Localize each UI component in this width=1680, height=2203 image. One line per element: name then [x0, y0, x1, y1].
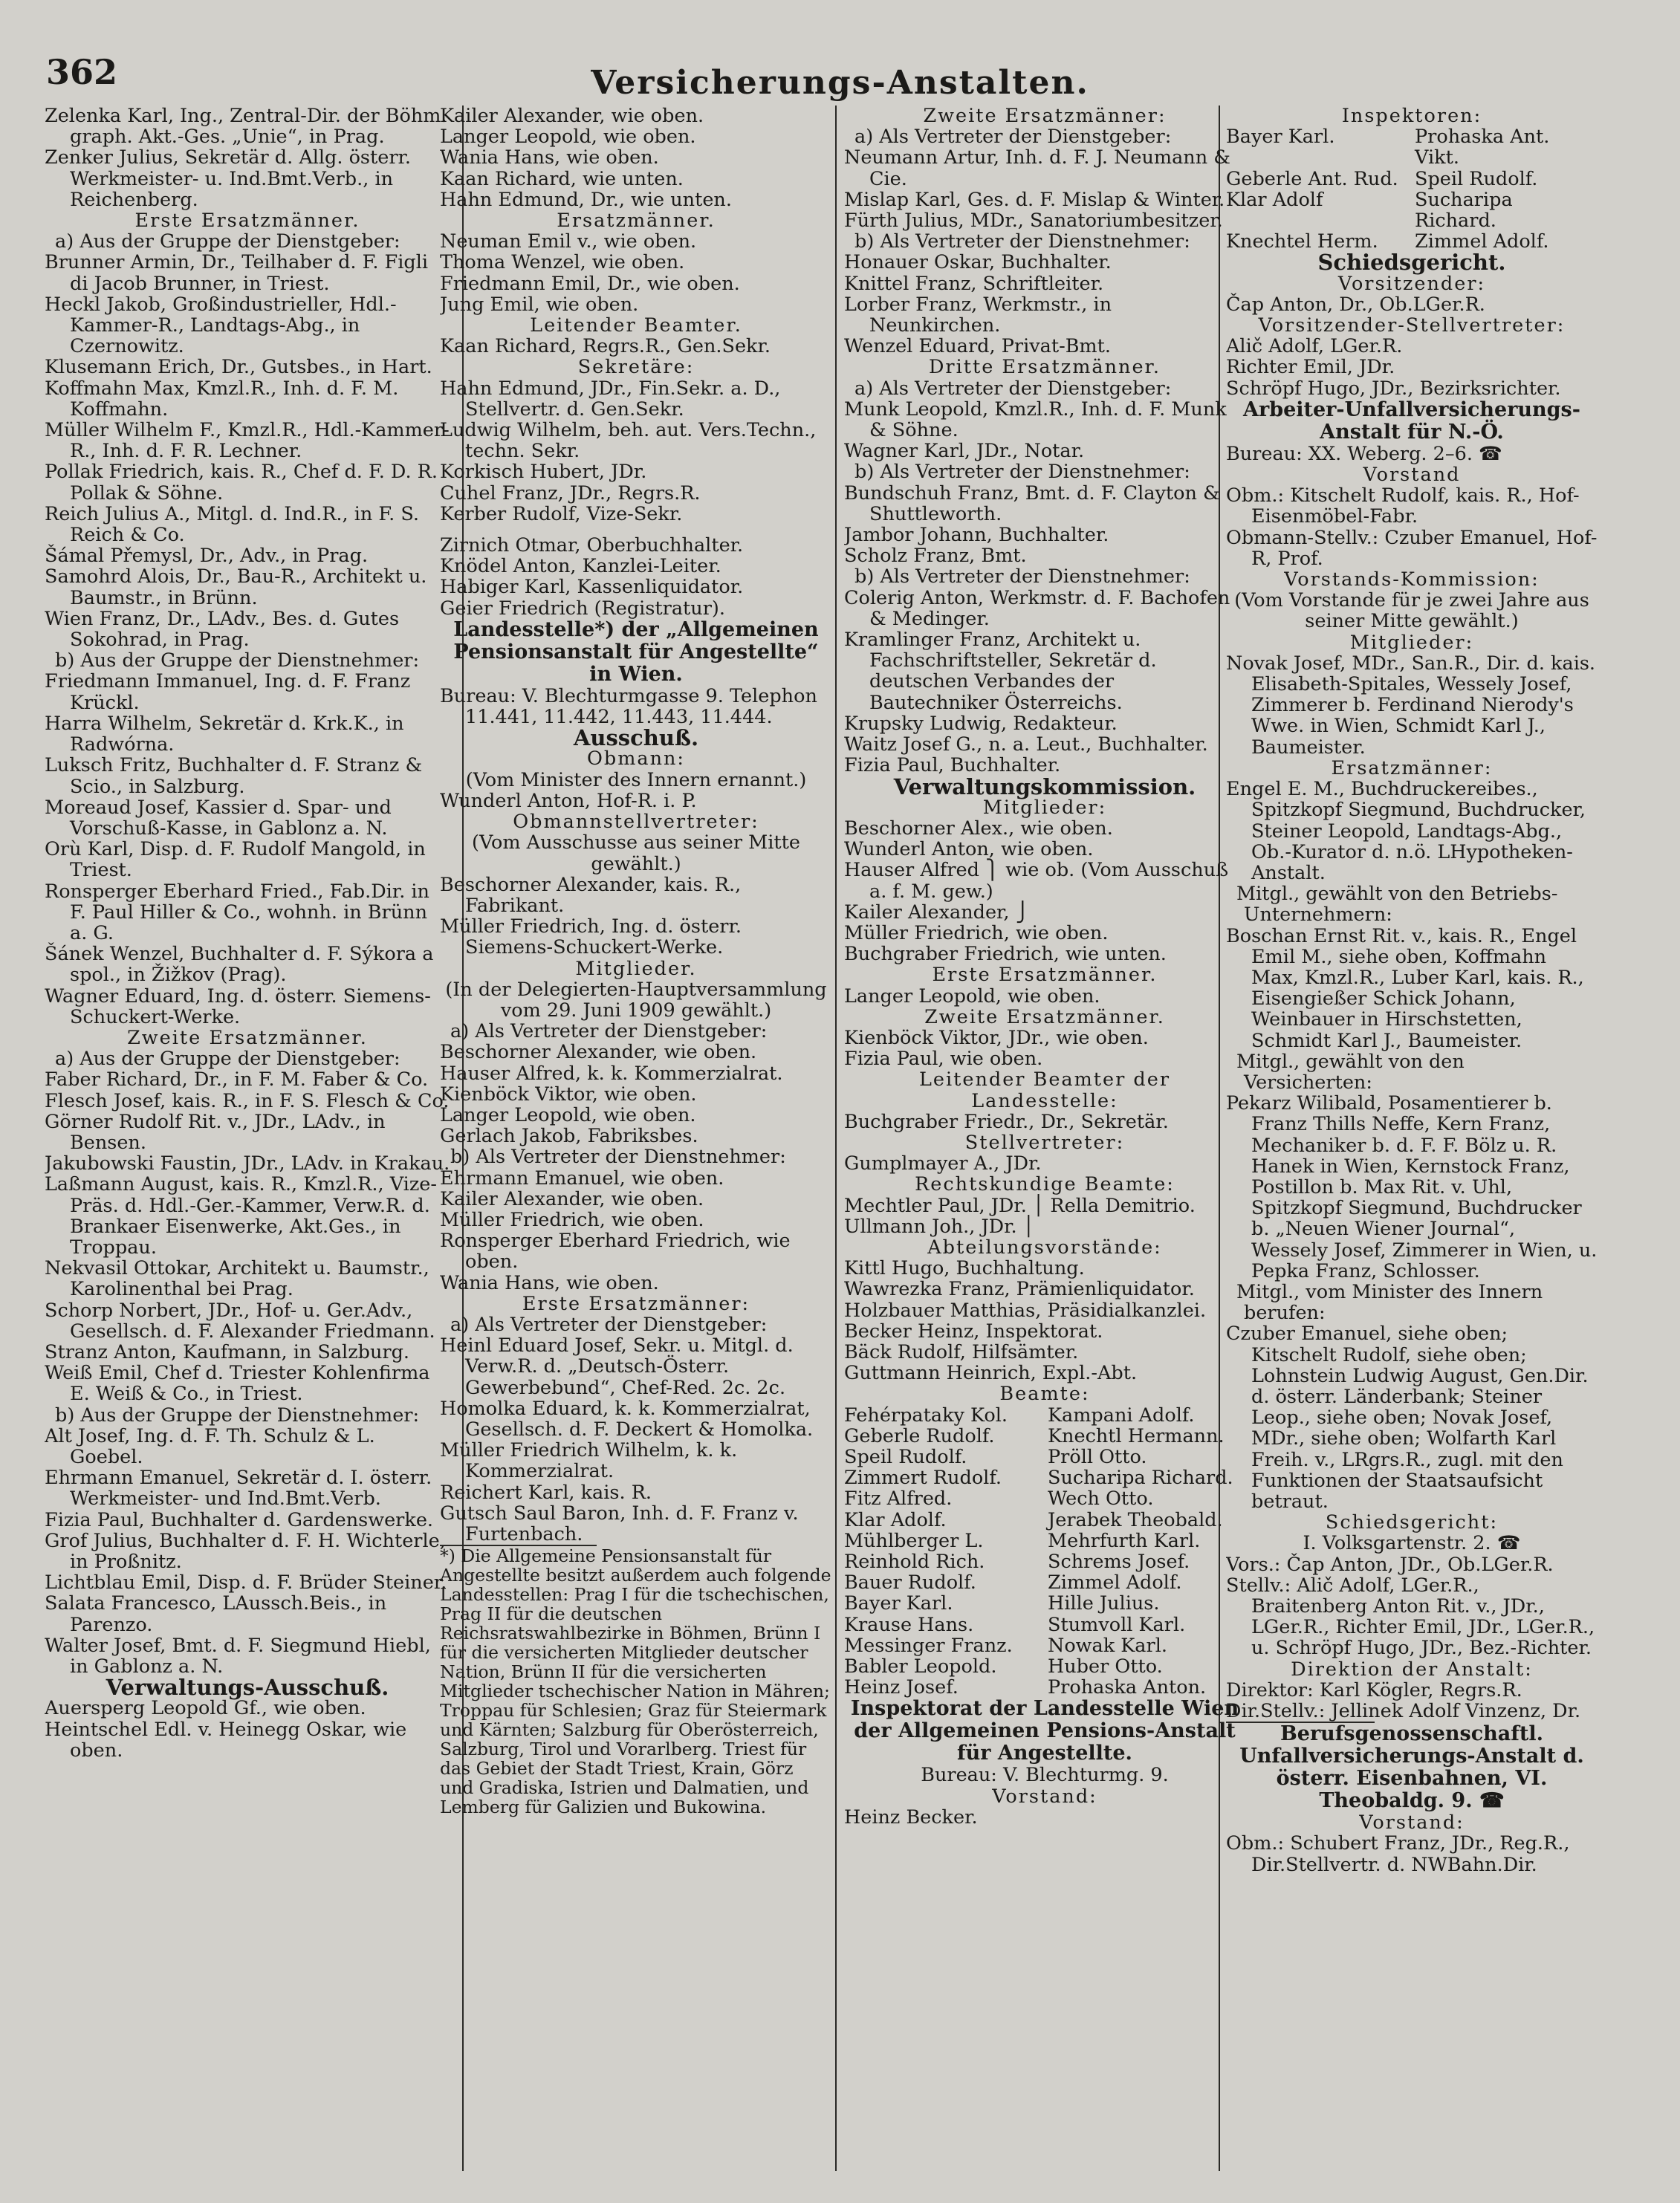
- section-heading: Inspektoren:: [1341, 106, 1482, 127]
- entry: Waitz Josef G., n. a. Leut., Buchhalter.: [844, 733, 1208, 756]
- note: (Vom Vorstande für je zwei Jahre aus seiner Mitte gewählt.): [1234, 589, 1589, 633]
- note: (In der Delegierten-Hauptversammlung vom 29. Juni 1909 gewählt.): [445, 978, 827, 1022]
- spacer: [440, 525, 832, 535]
- entry: Wien Franz, Dr., LAdv., Bes. d. Gutes Sokohrad, in Prag.: [45, 607, 400, 652]
- entry: Kaan Richard, wie unten.: [440, 167, 684, 190]
- entry: Czuber Emanuel, siehe oben; Kitschelt Rudolf, siehe oben; Lohnstein Ludwig August, Gen.Dir. d. österr. Länderbank; Steiner Leop., siehe oben; Novak Josef, MDr., siehe oben; Wolfarth Karl Freih. v., LRgrs.R., zugl. mit den Funktionen der Staatsaufsicht betraut.: [1226, 1323, 1589, 1513]
- entry: Knittel Franz, Schriftleiter.: [844, 272, 1104, 295]
- name-cell: Knechtel Herm.: [1226, 230, 1378, 253]
- column-2: [440, 106, 832, 2178]
- name-cell: Hille Julius.: [1048, 1592, 1160, 1615]
- entry: Beschorner Alexander, wie oben.: [440, 1041, 757, 1064]
- subsection-heading: a) Als Vertreter der Dienstgeber:: [854, 126, 1172, 149]
- section-heading: Vorstands-Kommission:: [1284, 568, 1540, 591]
- name-cell: Klar Adolf.: [844, 1508, 947, 1531]
- name-cell: Huber Otto.: [1048, 1655, 1163, 1678]
- entry: Orù Karl, Disp. d. F. Rudolf Mangold, in Triest.: [45, 838, 426, 882]
- name-cell: Geberle Ant. Rud.: [1226, 167, 1398, 190]
- name-cell: Bayer Karl.: [1226, 126, 1335, 149]
- entry: Görner Rudolf Rit. v., JDr., LAdv., in Bensen.: [45, 1110, 386, 1154]
- entry: Stranz Anton, Kaufmann, in Salzburg.: [45, 1340, 410, 1363]
- name-cell: Heinz Josef.: [844, 1676, 959, 1699]
- entry: Ronsperger Eberhard Fried., Fab.Dir. in F. Paul Hiller & Co., wohnh. in Brünn a. G.: [45, 880, 429, 944]
- section-heading: Vorstand: [1363, 464, 1461, 487]
- entry: Fizia Paul, wie oben.: [844, 1048, 1043, 1071]
- entry: Holzbauer Matthias, Präsidialkanzlei.: [844, 1299, 1207, 1322]
- column-1: [45, 106, 450, 2178]
- name-cell: Pröll Otto.: [1048, 1446, 1147, 1468]
- entry: Jung Emil, wie oben.: [440, 293, 639, 316]
- name-cell: Sucharipa Richard.: [1415, 188, 1513, 233]
- entry: Heinl Eduard Josef, Sekr. u. Mitgl. d. Verw.R. d. „Deutsch-Österr. Gewerbebund“, Chef-Red. 2c. 2c.: [440, 1334, 794, 1399]
- entry: Wunderl Anton, Hof-R. i. P.: [440, 789, 697, 812]
- name-cell: Mühlberger L.: [844, 1529, 984, 1552]
- entry: Reichert Karl, kais. R.: [440, 1481, 652, 1504]
- section-heading: Erste Ersatzmänner.: [134, 210, 360, 233]
- entry: Ullmann Joh., JDr. │: [844, 1215, 1035, 1238]
- entry: Wenzel Eduard, Privat-Bmt.: [844, 335, 1111, 358]
- entry: Šánek Wenzel, Buchhalter d. F. Sýkora a spol., in Žižkov (Prag).: [45, 943, 434, 987]
- subsection-heading: b) Als Vertreter der Dienstnehmer:: [854, 565, 1190, 588]
- entry: Heintschel Edl. v. Heinegg Oskar, wie oben.: [45, 1718, 407, 1762]
- section-heading: Ersatzmänner.: [557, 210, 716, 233]
- entry: Reich Julius A., Mitgl. d. Ind.R., in F. S. Reich & Co.: [45, 502, 420, 547]
- entry: Kailer Alexander, wie oben.: [440, 106, 704, 127]
- entry: Hauser Alfred, k. k. Kommerzialrat.: [440, 1062, 783, 1085]
- entry: Alt Josef, Ing. d. F. Th. Schulz & L. Goebel.: [45, 1424, 375, 1468]
- entry: Heckl Jakob, Großindustrieller, Hdl.-Kammer-R., Landtags-Abg., in Czernowitz.: [45, 293, 397, 358]
- name-cell: Fitz Alfred.: [844, 1487, 953, 1511]
- section-title: Verwaltungskommission.: [893, 773, 1196, 799]
- subsection-heading: a) Als Vertreter der Dienstgeber:: [854, 377, 1172, 400]
- entry: Luksch Fritz, Buchhalter d. F. Stranz & Scio., in Salzburg.: [45, 754, 423, 798]
- entry: Ehrmann Emanuel, Sekretär d. I. österr. Werkmeister- und Ind.Bmt.Verb.: [45, 1467, 432, 1511]
- name-cell: Speil Rudolf.: [1415, 167, 1538, 190]
- subsection-heading: b) Als Vertreter der Dienstnehmer:: [854, 461, 1190, 484]
- entry: Richter Emil, JDr.: [1226, 356, 1395, 379]
- entry: Kienböck Viktor, wie oben.: [440, 1083, 697, 1106]
- entry: Obm.: Kitschelt Rudolf, kais. R., Hof-Eisenmöbel-Fabr.: [1226, 484, 1580, 528]
- section-heading: Stellvertreter:: [964, 1131, 1125, 1154]
- entry: Neuman Emil v., wie oben.: [440, 230, 697, 253]
- entry: Zelenka Karl, Ing., Zentral-Dir. der Böhm. graph. Akt.-Ges. „Unie“, in Prag.: [45, 106, 447, 149]
- entry: Nekvasil Ottokar, Architekt u. Baumstr., Karolinenthal bei Prag.: [45, 1257, 429, 1301]
- name-cell: Prohaska Ant. Vikt.: [1415, 126, 1550, 169]
- name-cell: Reinhold Rich.: [844, 1551, 985, 1574]
- entry: Wania Hans, wie oben.: [440, 1271, 659, 1294]
- entry: Honauer Oskar, Buchhalter.: [844, 251, 1112, 274]
- entry: Gumplmayer A., JDr.: [844, 1152, 1042, 1175]
- name-cell: Speil Rudolf.: [844, 1446, 967, 1468]
- section-heading: Vorsitzender-Stellvertreter:: [1258, 314, 1566, 337]
- entry: Gutsch Saul Baron, Inh. d. F. Franz v. Furtenbach.: [440, 1502, 799, 1545]
- name-cell: Zimmel Adolf.: [1048, 1571, 1182, 1594]
- entry: Fürth Julius, MDr., Sanatoriumbesitzer.: [844, 210, 1223, 233]
- section-heading: Vorstand:: [1359, 1811, 1465, 1834]
- entry: Boschan Ernst Rit. v., kais. R., Engel Emil M., siehe oben, Koffmahn Max, Kmzl.R., Luber Karl, kais. R., Eisengießer Schick Johann, Weinbauer in Hirschstetten, Schmidt Karl J., Baumeister.: [1226, 924, 1584, 1052]
- name-cell: Krause Hans.: [844, 1613, 974, 1636]
- entry: Kramlinger Franz, Architekt u. Fachschriftsteller, Sekretär d. deutschen Verbandes der Bautechniker Österreichs.: [844, 629, 1157, 714]
- note: (Vom Ausschusse aus seiner Mitte gewählt.): [472, 831, 800, 875]
- entry: Heinz Becker.: [844, 1805, 978, 1829]
- section-heading: Leitender Beamter.: [530, 314, 742, 337]
- entry: Kailer Alexander, wie oben.: [440, 1187, 704, 1210]
- section-heading: Vorstand:: [992, 1785, 1097, 1808]
- note: I. Volksgartenstr. 2. ☎: [1303, 1532, 1521, 1555]
- name-cell: Prohaska Anton.: [1048, 1676, 1207, 1699]
- entry: Direktor: Karl Kögler, Regrs.R.: [1226, 1678, 1522, 1701]
- column-rule: [835, 106, 837, 2171]
- section-heading: Dritte Ersatzmänner.: [928, 356, 1161, 379]
- entry: Fizia Paul, Buchhalter.: [844, 754, 1061, 777]
- entry: Moreaud Josef, Kassier d. Spar- und Vorschuß-Kasse, in Gablonz a. N.: [45, 796, 392, 840]
- section-title: Schiedsgericht.: [1317, 250, 1506, 276]
- entry: Wawrezka Franz, Prämienliquidator.: [844, 1278, 1195, 1301]
- entry: Hauser Alfred ⎫ wie ob. (Vom Ausschuß a. f. M. gew.): [844, 859, 1229, 903]
- entry: Wania Hans, wie oben.: [440, 146, 659, 169]
- entry: Harra Wilhelm, Sekretär d. Krk.K., in Radwórna.: [45, 712, 404, 756]
- entry: Kaan Richard, Regrs.R., Gen.Sekr.: [440, 335, 771, 358]
- name-cell: Schrems Josef.: [1048, 1551, 1190, 1574]
- entry: Korkisch Hubert, JDr.: [440, 461, 647, 484]
- entry: Gerlach Jakob, Fabriksbes.: [440, 1125, 698, 1148]
- entry: Mechtler Paul, JDr. │ Rella Demitrio.: [844, 1194, 1196, 1217]
- name-cell: Fehérpataky Kol.: [844, 1404, 1008, 1427]
- entry: Langer Leopold, wie oben.: [440, 126, 696, 149]
- column-4: [1226, 106, 1598, 2178]
- entry: Weiß Emil, Chef d. Triester Kohlenfirma E. Weiß & Co., in Triest.: [45, 1362, 430, 1406]
- entry: Samohrd Alois, Dr., Bau-R., Architekt u. Baumstr., in Brünn.: [45, 565, 427, 609]
- subsection-heading: Mitgl., gewählt von den Versicherten:: [1236, 1050, 1465, 1094]
- entry: Ronsperger Eberhard Friedrich, wie oben.: [440, 1230, 791, 1274]
- footnote: *) Die Allgemeine Pensionsanstalt für Angestellte besitzt außerdem auch folgende Landesstellen: Prag I für die tschechischen, Prag II für die deutschen Reichsratswahlbezirke in Böhmen, Brünn I für die versicherten Mitglieder deutscher Nation, Brünn II für die versicherten Mitglieder tschechischer Nation in Mähren; Troppau für Schlesien; Graz für Steiermark und Kärnten; Salzburg für Oberösterreich, Salzburg, Tirol und Vorarlberg. Triest für das Gebiet der Stadt Triest, Krain, Görz und Gradiska, Istrien und Dalmatien, und Lemberg für Galizien und Bukowina.: [440, 1545, 831, 1818]
- section-heading: Beamte:: [999, 1383, 1090, 1406]
- name-cell: Zimmel Adolf.: [1415, 230, 1549, 253]
- entry: Munk Leopold, Kmzl.R., Inh. d. F. Munk & Söhne.: [844, 398, 1227, 442]
- section-heading: Mitglieder:: [982, 796, 1107, 819]
- entry: Mislap Karl, Ges. d. F. Mislap & Winter.: [844, 188, 1225, 211]
- subsection-heading: Mitgl., gewählt von den Betriebs-Unternehmern:: [1236, 883, 1558, 927]
- entry: Becker Heinz, Inspektorat.: [844, 1320, 1103, 1343]
- entry: Walter Josef, Bmt. d. F. Siegmund Hiebl, in Gablonz a. N.: [45, 1634, 431, 1678]
- section-heading: Vorsitzender:: [1337, 272, 1486, 295]
- staff-list: [844, 1405, 1245, 1699]
- institution-title: Berufsgenossenschaftl. Unfallversicherungs-Anstalt d. österr. Eisenbahnen, VI. Theobaldg. 9. ☎: [1239, 1722, 1584, 1813]
- entry: Müller Wilhelm F., Kmzl.R., Hdl.-Kammer-R., Inh. d. F. R. Lechner.: [45, 419, 450, 463]
- entry: Beschorner Alex., wie oben.: [844, 817, 1113, 840]
- entry: Kailer Alexander, ⎭: [844, 901, 1030, 924]
- inspector-list: [1226, 126, 1598, 252]
- section-heading: Leitender Beamter der Landesstelle:: [918, 1068, 1171, 1112]
- section-heading: Sekretäre:: [577, 356, 695, 379]
- entry: Beschorner Alexander, kais. R., Fabrikant.: [440, 873, 742, 917]
- entry: Zirnich Otmar, Oberbuchhalter.: [440, 534, 744, 557]
- entry: Krupsky Ludwig, Redakteur.: [844, 712, 1118, 735]
- entry: Čap Anton, Dr., Ob.LGer.R.: [1226, 293, 1485, 316]
- entry: Friedmann Immanuel, Ing. d. F. Franz Krückl.: [45, 670, 411, 714]
- entry: Knödel Anton, Kanzlei-Leiter.: [440, 555, 721, 578]
- name-cell: Mehrfurth Karl.: [1048, 1529, 1201, 1552]
- name-cell: Babler Leopold.: [844, 1655, 997, 1678]
- address-line: Bureau: XX. Weberg. 2–6. ☎: [1226, 442, 1502, 465]
- name-cell: Jerabek Theobald.: [1048, 1508, 1223, 1531]
- entry: Müller Friedrich Wilhelm, k. k. Kommerzialrat.: [440, 1439, 738, 1483]
- entry: Laßmann August, kais. R., Kmzl.R., Vize-Präs. d. Hdl.-Ger.-Kammer, Verw.R. d. Brankaer Eisenwerke, Akt.Ges., in Troppau.: [45, 1173, 437, 1259]
- name-cell: Stumvoll Karl.: [1048, 1613, 1186, 1636]
- entry: Wagner Eduard, Ing. d. österr. Siemens-Schuckert-Werke.: [45, 984, 431, 1028]
- subsection-heading: a) Als Vertreter der Dienstgeber:: [450, 1020, 768, 1043]
- section-heading: Zweite Ersatzmänner.: [127, 1026, 368, 1049]
- entry: Müller Friedrich, wie oben.: [844, 921, 1109, 944]
- subsection-heading: b) Aus der Gruppe der Dienstnehmer:: [55, 1404, 420, 1427]
- entry: Vors.: Čap Anton, JDr., Ob.LGer.R.: [1226, 1553, 1554, 1576]
- note: Bureau: V. Blechturmg. 9.: [921, 1764, 1169, 1787]
- entry: Jambor Johann, Buchhalter.: [844, 524, 1109, 547]
- name-cell: Kampani Adolf.: [1048, 1404, 1195, 1427]
- entry: Buchgraber Friedrich, wie unten.: [844, 943, 1167, 966]
- institution-title: Landesstelle*) der „Allgemeinen Pensionsanstalt für Angestellte“ in Wien.: [453, 617, 819, 686]
- entry: Brunner Armin, Dr., Teilhaber d. F. Figli di Jacob Brunner, in Triest.: [45, 251, 429, 295]
- entry: Habiger Karl, Kassenliquidator.: [440, 576, 744, 599]
- entry: Pekarz Wilibald, Posamentierer b. Franz Thills Neffe, Kern Franz, Mechaniker b. d. F. F. Bölz u. R. Hanek in Wien, Kernstock Franz, Postillon b. Max Rit. v. Uhl, Spitzkopf Siegmund, Buchdrucker b. „Neuen Wiener Journal“, Wessely Josef, Zimmerer in Wien, u. Pepka Franz, Schlosser.: [1226, 1092, 1598, 1282]
- institution-title: Arbeiter-Unfallversicherungs-Anstalt für N.-Ö.: [1243, 398, 1580, 444]
- address-line: Bureau: V. Blechturmgasse 9. Telephon 11.441, 11.442, 11.443, 11.444.: [440, 684, 817, 729]
- section-title: Verwaltungs-Ausschuß.: [106, 1675, 389, 1701]
- section-heading: Obmannstellvertreter:: [513, 811, 759, 834]
- page-number: 362: [46, 52, 118, 92]
- entry: Obm.: Schubert Franz, JDr., Reg.R., Dir.Stellvertr. d. NWBahn.Dir.: [1226, 1832, 1570, 1876]
- section-heading: Zweite Ersatzmänner:: [923, 106, 1167, 127]
- subsection-heading: Mitgl., vom Minister des Innern berufen:: [1236, 1280, 1543, 1325]
- name-cell: Wech Otto.: [1048, 1487, 1154, 1511]
- section-heading: Zweite Ersatzmänner.: [924, 1005, 1165, 1028]
- name-cell: Sucharipa Richard.: [1048, 1467, 1233, 1490]
- entry: Engel E. M., Buchdruckereibes., Spitzkopf Siegmund, Buchdrucker, Steiner Leopold, Landtags-Abg., Ob.-Kurator d. n.ö. LHypotheken-Anstalt.: [1226, 778, 1586, 884]
- section-heading: Erste Ersatzmänner.: [932, 964, 1158, 987]
- entry: Flesch Josef, kais. R., in F. S. Flesch & Co.: [45, 1089, 450, 1112]
- entry: Hahn Edmund, Dr., wie unten.: [440, 188, 732, 211]
- entry: Auersperg Leopold Gf., wie oben.: [45, 1697, 366, 1720]
- entry: Stellv.: Alič Adolf, LGer.R., Braitenberg Anton Rit. v., JDr., LGer.R., Richter Emil, JDr., LGer.R., u. Schröpf Hugo, JDr., Bez.-Richter.: [1226, 1574, 1595, 1660]
- entry: Koffmahn Max, Kmzl.R., Inh. d. F. M. Koffmahn.: [45, 377, 399, 421]
- name-cell: Messinger Franz.: [844, 1634, 1013, 1657]
- entry: Kerber Rudolf, Vize-Sekr.: [440, 502, 683, 525]
- entry: Buchgraber Friedr., Dr., Sekretär.: [844, 1110, 1169, 1133]
- entry: Guttmann Heinrich, Expl.-Abt.: [844, 1362, 1138, 1385]
- subsection-heading: a) Als Vertreter der Dienstgeber:: [450, 1313, 768, 1336]
- entry: Lichtblau Emil, Disp. d. F. Brüder Steiner.: [45, 1571, 447, 1594]
- entry: Scholz Franz, Bmt.: [844, 545, 1027, 568]
- section-title: Ausschuß.: [573, 725, 699, 751]
- entry: Wunderl Anton, wie oben.: [844, 838, 1094, 861]
- column-3: [844, 106, 1245, 2178]
- running-head: Versicherungs-Anstalten.: [591, 64, 1089, 102]
- entry: Ludwig Wilhelm, beh. aut. Vers.Techn., techn. Sekr.: [440, 419, 817, 463]
- entry: Cuhel Franz, JDr., Regrs.R.: [440, 481, 701, 504]
- subsection-heading: a) Aus der Gruppe der Dienstgeber:: [55, 1048, 400, 1071]
- entry: Lorber Franz, Werkmstr., in Neunkirchen.: [844, 293, 1112, 337]
- entry: Müller Friedrich, wie oben.: [440, 1208, 704, 1231]
- entry: Jakubowski Faustin, JDr., LAdv. in Krakau.: [45, 1152, 450, 1175]
- name-cell: Bayer Karl.: [844, 1592, 953, 1615]
- entry: Dir.Stellv.: Jellinek Adolf Vinzenz, Dr.: [1226, 1700, 1581, 1723]
- entry: Pollak Friedrich, kais. R., Chef d. F. D. R. Pollak & Söhne.: [45, 461, 438, 504]
- name-cell: Zimmert Rudolf.: [844, 1467, 1002, 1490]
- subsection-heading: a) Aus der Gruppe der Dienstgeber:: [55, 230, 400, 253]
- entry: Langer Leopold, wie oben.: [440, 1103, 696, 1126]
- subsection-heading: b) Aus der Gruppe der Dienstnehmer:: [55, 649, 420, 672]
- section-heading: Erste Ersatzmänner:: [522, 1292, 750, 1315]
- entry: Alič Adolf, LGer.R.: [1226, 335, 1403, 358]
- name-cell: Klar Adolf: [1226, 188, 1323, 211]
- entry: Hahn Edmund, JDr., Fin.Sekr. a. D., Stellvertr. d. Gen.Sekr.: [440, 377, 781, 421]
- name-cell: Nowak Karl.: [1048, 1634, 1167, 1657]
- entry: Fizia Paul, Buchhalter d. Gardenswerke.: [45, 1508, 434, 1531]
- entry: Wagner Karl, JDr., Notar.: [844, 440, 1085, 463]
- entry: Novak Josef, MDr., San.R., Dir. d. kais. Elisabeth-Spitales, Wessely Josef, Zimmerer b. Ferdinand Nierody's Wwe. in Wien, Schmidt Karl J., Baumeister.: [1226, 652, 1596, 759]
- section-heading: Direktion der Anstalt:: [1291, 1658, 1533, 1681]
- entry: Friedmann Emil, Dr., wie oben.: [440, 272, 740, 295]
- name-cell: Bauer Rudolf.: [844, 1571, 976, 1594]
- entry: Obmann-Stellv.: Czuber Emanuel, Hof-R, Prof.: [1226, 526, 1598, 570]
- entry: Šámal Přemysl, Dr., Adv., in Prag.: [45, 545, 369, 568]
- section-heading: Mitglieder:: [1349, 631, 1474, 654]
- section-heading: Mitglieder.: [575, 957, 697, 980]
- entry: Schröpf Hugo, JDr., Bezirksrichter.: [1226, 377, 1561, 400]
- entry: Klusemann Erich, Dr., Gutsbes., in Hart.: [45, 356, 432, 379]
- name-cell: Geberle Rudolf.: [844, 1424, 995, 1447]
- entry: Neumann Artur, Inh. d. F. J. Neumann & Cie.: [844, 146, 1230, 190]
- entry: Grof Julius, Buchhalter d. F. H. Wichterle, in Proßnitz.: [45, 1529, 446, 1574]
- entry: Thoma Wenzel, wie oben.: [440, 251, 685, 274]
- entry: Schorp Norbert, JDr., Hof- u. Ger.Adv., Gesellsch. d. F. Alexander Friedmann.: [45, 1299, 435, 1343]
- entry: Müller Friedrich, Ing. d. österr. Siemens-Schuckert-Werke.: [440, 915, 742, 959]
- note: (Vom Minister des Innern ernannt.): [465, 768, 807, 791]
- entry: Geier Friedrich (Registratur).: [440, 597, 725, 620]
- entry: Kienböck Viktor, JDr., wie oben.: [844, 1026, 1149, 1049]
- entry: Colerig Anton, Werkmstr. d. F. Bachofen & Medinger.: [844, 586, 1230, 630]
- entry: Bundschuh Franz, Bmt. d. F. Clayton & Shuttleworth.: [844, 481, 1220, 525]
- entry: Faber Richard, Dr., in F. M. Faber & Co.: [45, 1068, 429, 1091]
- entry: Langer Leopold, wie oben.: [844, 984, 1100, 1008]
- entry: Kittl Hugo, Buchhaltung.: [844, 1257, 1085, 1280]
- entry: Homolka Eduard, k. k. Kommerzialrat, Gesellsch. d. F. Deckert & Homolka.: [440, 1397, 814, 1441]
- section-heading: Obmann:: [586, 747, 686, 770]
- entry: Ehrmann Emanuel, wie oben.: [440, 1167, 724, 1190]
- entry: Bäck Rudolf, Hilfsämter.: [844, 1340, 1079, 1363]
- section-heading: Rechtskundige Beamte:: [915, 1173, 1175, 1196]
- subsection-heading: b) Als Vertreter der Dienstnehmer:: [450, 1146, 786, 1169]
- name-cell: Knechtl Hermann.: [1048, 1424, 1225, 1447]
- section-heading: Schiedsgericht:: [1325, 1511, 1499, 1534]
- entry: Salata Francesco, LAussch.Beis., in Parenzo.: [45, 1592, 387, 1636]
- section-heading: Ersatzmänner:: [1331, 756, 1493, 779]
- entry: Zenker Julius, Sekretär d. Allg. österr. Werkmeister- u. Ind.Bmt.Verb., in Reichenberg.: [45, 146, 412, 211]
- institution-title: Inspektorat der Landesstelle Wien der Allgemeinen Pensions-Anstalt für Angestellte.: [850, 1697, 1239, 1765]
- subsection-heading: b) Als Vertreter der Dienstnehmer:: [854, 230, 1190, 253]
- section-heading: Abteilungsvorstände:: [927, 1236, 1162, 1259]
